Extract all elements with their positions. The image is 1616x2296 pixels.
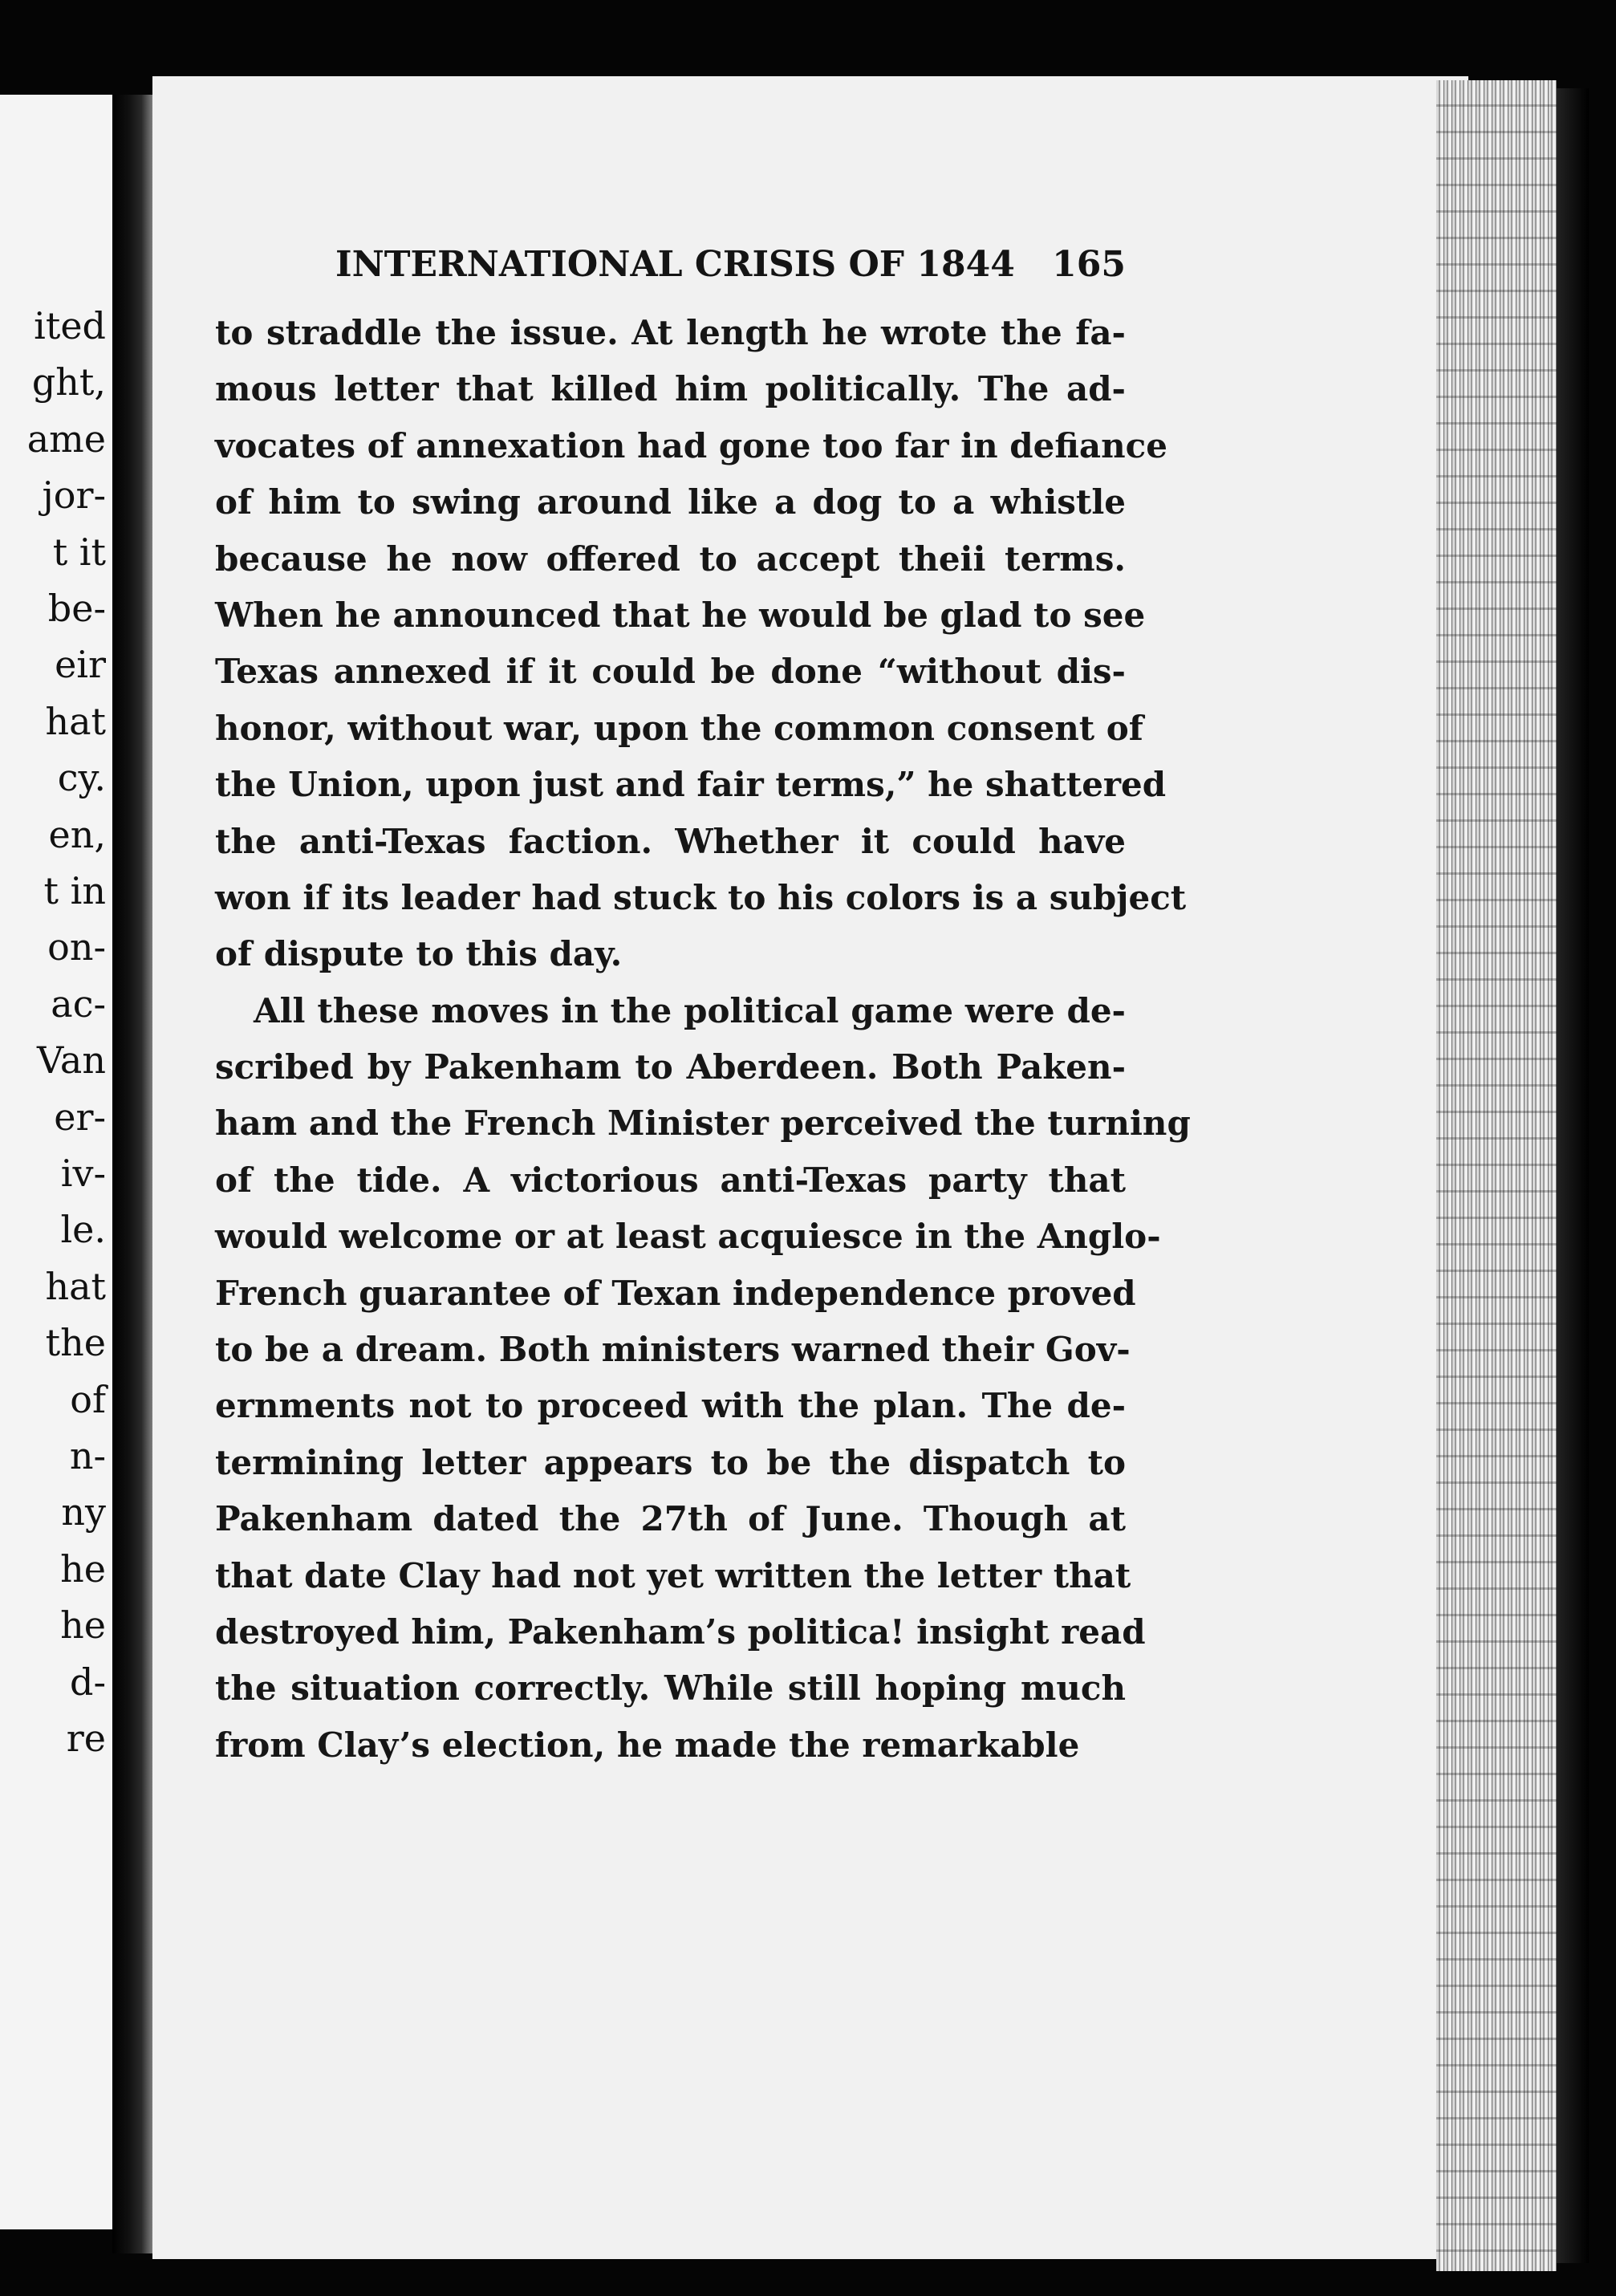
text-line: of the tide. A victorious anti-Texas party that xyxy=(215,1160,1126,1200)
text-line: mous letter that killed him politically. The ad- xyxy=(215,369,1126,409)
text-line: of dispute to this day. xyxy=(215,934,623,974)
text-line: the Union, upon just and fair terms,” he shattered xyxy=(215,765,1167,805)
facing-page-fragment: hat xyxy=(45,699,106,743)
text-line: to be a dream. Both ministers warned their Gov- xyxy=(215,1330,1131,1370)
text-line: All these moves in the political game were de- xyxy=(254,990,1126,1030)
facing-page-fragment: re xyxy=(66,1717,106,1760)
text-line: termining letter appears to be the dispatch to xyxy=(215,1442,1126,1482)
text-line: scribed by Pakenham to Aberdeen. Both Paken- xyxy=(215,1047,1126,1087)
facing-page-fragment: Van xyxy=(36,1038,106,1083)
edge-shadow xyxy=(1557,88,1589,2263)
facing-page-fragment: eir xyxy=(55,643,106,687)
facing-page-fragment: d- xyxy=(70,1660,106,1704)
page-fore-edge xyxy=(1436,80,1557,2271)
text-line: Texas annexed if it could be done “without dis- xyxy=(215,652,1126,692)
facing-page-fragment: n- xyxy=(69,1434,106,1477)
facing-page-fragment: ac- xyxy=(51,981,106,1026)
facing-page-fragment: ame xyxy=(26,417,106,461)
paragraph xyxy=(215,305,1187,983)
text-line: French guarantee of Texan independence proved xyxy=(215,1273,1136,1313)
book-gutter xyxy=(112,95,154,2253)
running-head-title: INTERNATIONAL CRISIS OF 1844 xyxy=(335,244,1015,285)
facing-page-fragment: of xyxy=(70,1377,106,1421)
text-line: destroyed him, Pakenham’s politica! insight read xyxy=(215,1611,1146,1652)
facing-page-fragment: iv- xyxy=(60,1152,106,1195)
facing-page-fragment: le. xyxy=(60,1208,106,1252)
text-line: When he announced that he would be glad to see xyxy=(215,595,1146,635)
facing-page-fragment: jor- xyxy=(42,473,106,518)
facing-page-fragment: he xyxy=(60,1546,106,1591)
text-line: won if its leader had stuck to his colors is a subject xyxy=(215,877,1187,917)
facing-page-fragment: en, xyxy=(48,812,106,856)
facing-page-fragment: er- xyxy=(54,1095,106,1139)
text-line: to straddle the issue. At length he wrote the fa- xyxy=(215,313,1126,352)
body-text xyxy=(215,305,1191,1774)
text-line: that date Clay had not yet written the letter that xyxy=(215,1555,1131,1595)
text-line: because he now offered to accept theii terms. xyxy=(215,538,1126,579)
facing-page-fragment: he xyxy=(60,1603,106,1648)
facing-page-fragment: hat xyxy=(45,1264,106,1308)
text-line: of him to swing around like a dog to a whistle xyxy=(215,482,1126,522)
running-head xyxy=(335,241,1126,289)
text-line: would welcome or at least acquiesce in the Anglo- xyxy=(215,1217,1161,1257)
facing-page-fragment: t in xyxy=(43,869,106,912)
facing-page-fragment: be- xyxy=(47,587,106,630)
text-line: ham and the French Minister perceived the turning xyxy=(215,1103,1191,1144)
facing-page-edge xyxy=(0,95,112,2229)
text-line: from Clay’s election, he made the remarkable xyxy=(215,1725,1080,1765)
text-line: the anti-Texas faction. Whether it could have xyxy=(215,821,1126,861)
facing-page-fragment: ited xyxy=(34,304,106,347)
facing-page-fragment: ght, xyxy=(31,360,106,404)
text-line: the situation correctly. While still hoping much xyxy=(215,1668,1126,1709)
text-line: ernments not to proceed with the plan. The de- xyxy=(215,1386,1126,1426)
page-number: 165 xyxy=(1052,244,1126,285)
facing-page-fragment: the xyxy=(45,1321,106,1365)
paragraph xyxy=(215,983,1191,1774)
facing-page-fragment: t it xyxy=(52,530,106,574)
text-line: honor, without war, upon the common consent of xyxy=(215,708,1143,748)
facing-page-fragment: cy. xyxy=(57,756,106,800)
facing-page-fragment: on- xyxy=(47,925,106,969)
text-line: vocates of annexation had gone too far in defiance xyxy=(215,425,1167,465)
facing-page-fragment: ny xyxy=(61,1490,106,1534)
text-line: Pakenham dated the 27th of June. Though at xyxy=(215,1499,1126,1539)
